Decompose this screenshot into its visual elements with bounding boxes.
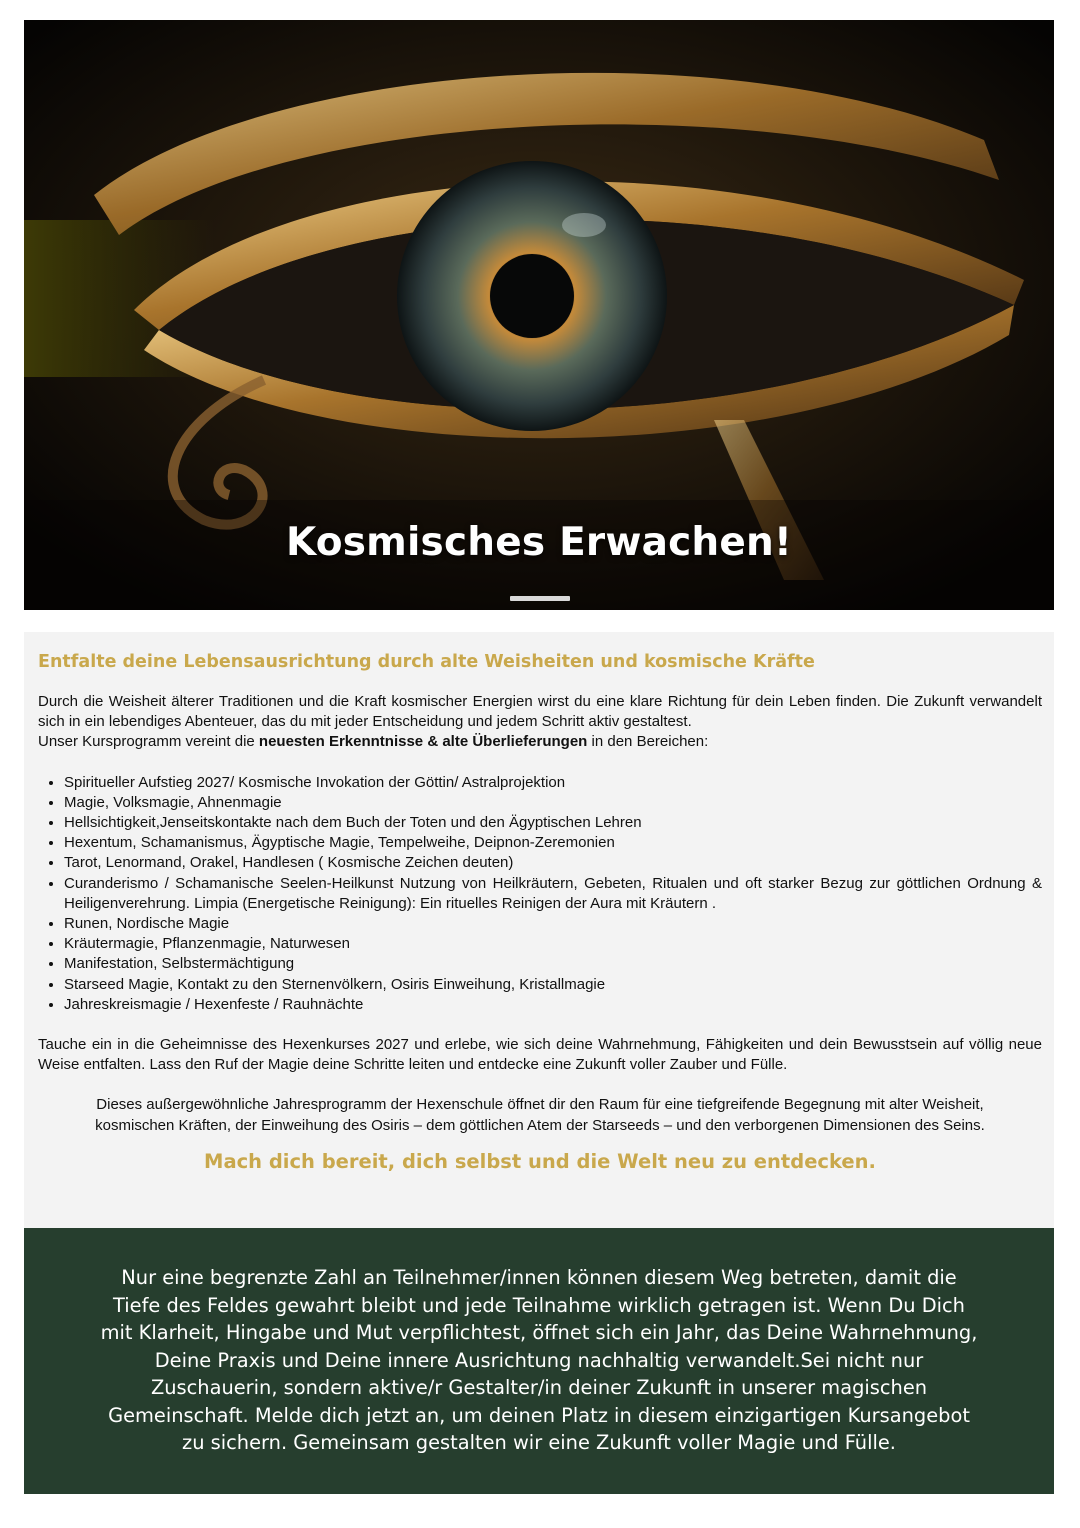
topic-list <box>38 773 1042 1015</box>
section-heading: Entfalte deine Lebensausrichtung durch alte Weisheiten und kosmische Kräfte <box>38 652 815 672</box>
list-item: • Magie, Volksmagie, Ahnenmagie <box>64 793 1042 813</box>
program-note: Dieses außergewöhnliche Jahresprogramm der Hexenschule öffnet dir den Raum für eine tiefgreifende Begegnung mit alter Weisheit, kosmischen Kräften, der Einweihung des Osiris – dem göttlichen Atem der Starseeds – und den verborgenen Dimensionen des Seins. <box>95 1096 985 1134</box>
notice-text: Nur eine begrenzte Zahl an Teilnehmer/innen können diesem Weg betreten, damit die Tiefe des Feldes gewahrt bleibt und jede Teilnahme wirklich getragen ist. Wenn Du Dich mit Klarheit, Hingabe und Mut verpflichtest, öffnet sich ein Jahr, das Deine Wahrnehmung, Deine Praxis und Deine innere Ausrichtung nachhaltig verwandelt.Sei nicht nur Zuschauerin, sondern aktive/r Gestalter/in deiner Zukunft in unserer magischen Gemeinschaft. Melde dich jetzt an, um deinen Platz in diesem einzigartigen Kursangebot zu sichern. Gemeinsam gestalten wir eine Zukunft voller Magie und Fülle. <box>100 1266 978 1454</box>
list-item: • Starseed Magie, Kontakt zu den Sternenvölkern, Osiris Einweihung, Kristallmagie <box>64 975 1042 995</box>
dive-in-paragraph: Tauche ein in die Geheimnisse des Hexenkurses 2027 und erlebe, wie sich deine Wahrnehmung, Fähigkeiten und dein Bewusstsein auf völlig neue Weise entfalten. Lass den Ruf der Magie deine Schritte leiten und entdecke eine Zukunft voller Zauber und Fülle. <box>38 1036 1042 1074</box>
list-item: • Kräutermagie, Pflanzenmagie, Naturwesen <box>64 934 1042 954</box>
list-item: • Curanderismo / Schamanische Seelen-Heilkunst Nutzung von Heilkräutern, Gebeten, Ritualen und oft starker Bezug zur göttlichen Ordnung & Heiligenverehrung. Limpia (Energetische Reinigung): Ein rituelles Reinigen der Aura mit Kräutern . <box>64 874 1042 914</box>
slider-indicator[interactable] <box>510 596 570 601</box>
program-prefix: Unser Kursprogramm vereint die <box>38 733 259 751</box>
enrollment-notice <box>24 1228 1054 1494</box>
list-item: • Manifestation, Selbstermächtigung <box>64 954 1042 974</box>
hero-banner <box>24 20 1054 610</box>
list-item: • Hexentum, Schamanismus, Ägyptische Magie, Tempelweihe, Deipnon-Zeremonien <box>64 833 1042 853</box>
list-item: • Hellsichtigkeit,Jenseitskontakte nach dem Buch der Toten und den Ägyptischen Lehren <box>64 813 1042 833</box>
program-highlight: neuesten Erkenntnisse & alte Überlieferungen <box>258 733 588 751</box>
program-suffix: in den Bereichen: <box>587 733 709 751</box>
list-item: • Tarot, Lenormand, Orakel, Handlesen ( Kosmische Zeichen deuten) <box>64 853 1042 873</box>
list-item: • Spiritueller Aufstieg 2027/ Kosmische Invokation der Göttin/ Astralprojektion <box>64 773 1042 793</box>
call-to-action: Mach dich bereit, dich selbst und die Welt neu zu entdecken. <box>204 1149 876 1173</box>
list-item: • Runen, Nordische Magie <box>64 914 1042 934</box>
hero-title: Kosmisches Erwachen! <box>286 520 792 565</box>
intro-paragraph <box>38 692 1042 753</box>
intro-text: Durch die Weisheit älterer Traditionen und die Kraft kosmischer Energien wirst du eine klare Richtung für dein Leben finden. Die Zukunft verwandelt sich in ein lebendiges Abenteuer, das du mit jeder Entscheidung und jedem Schritt aktiv gestaltest. <box>38 693 1042 731</box>
list-item: • Jahreskreismagie / Hexenfeste / Rauhnächte <box>64 995 1042 1015</box>
course-info-section <box>24 632 1054 1228</box>
